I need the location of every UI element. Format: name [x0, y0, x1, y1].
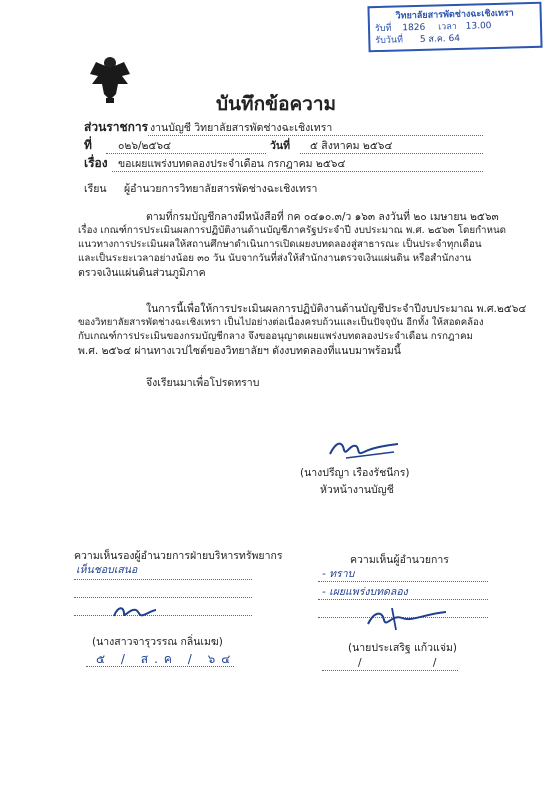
body-paragraph-1 — [78, 210, 507, 280]
p1-line: แนวทางการประเมินผลให้สถานศึกษาดำเนินการเปิดเผยงบทดลองสู่สาธารณะ เป็นประจำทุกเดือน — [78, 239, 482, 250]
p2-line: พ.ศ. ๒๕๖๔ ผ่านทางเวปไซต์ของวิทยาลัยฯ ดังงบทดลองที่แนบมาพร้อมนี้ — [78, 345, 401, 357]
dept-label: ส่วนราชการ — [84, 120, 149, 134]
left-signature-mark — [110, 602, 160, 626]
body-paragraph-2 — [78, 302, 527, 358]
p1-line: ตรวจเงินแผ่นดินส่วนภูมิภาค — [78, 267, 206, 279]
p2-line: ของวิทยาลัยสารพัดช่างฉะเชิงเทรา เป็นไปอย่างต่อเนื่องครบถ้วนและเป็นปัจจุบัน อีกทั้ง ให้สอดคล้อง — [78, 317, 484, 328]
ref-value: ๐๒๖/๒๕๖๔ — [118, 140, 172, 152]
closing-text: จึงเรียนมาเพื่อโปรดทราบ — [146, 377, 260, 389]
to-value: ผู้อำนวยการวิทยาลัยสารพัดช่างฉะเชิงเทรา — [124, 183, 318, 195]
right-heading: ความเห็นผู้อำนวยการ — [350, 554, 449, 566]
to-label: เรียน — [84, 183, 107, 195]
right-hand-1: - ทราบ — [322, 568, 355, 580]
signer-name: (นางปรีญา เรืองรัชนีกร) — [300, 467, 410, 479]
ref-label: ที่ — [84, 138, 92, 152]
p1-line: และเป็นระยะเวลาอย่างน้อย ๓๐ วัน นับจากวันที่ส่งให้สำนักงานตรวจเงินแผ่นดิน หรือสำนักงาน — [78, 253, 472, 264]
signature-mark — [326, 436, 406, 466]
subject-label: เรื่อง — [84, 156, 108, 170]
right-signature-mark — [362, 604, 452, 638]
garuda-icon — [88, 54, 132, 104]
p1-line: เรื่อง เกณฑ์การประเมินผลการปฏิบัติงานด้านบัญชีภาครัฐประจำปี งบประมาณ พ.ศ. ๒๕๖๓ โดยกำหนด — [78, 225, 507, 236]
date-label: วันที่ — [270, 140, 290, 152]
stamp-date-label: รับวันที่ — [375, 35, 404, 47]
garuda-emblem — [88, 54, 132, 104]
signer-position: หัวหน้างานบัญชี — [320, 484, 394, 496]
receive-stamp — [367, 2, 542, 53]
right-name: (นายประเสริฐ แก้วแจ่ม) — [348, 642, 457, 654]
stamp-time: 13.00 — [465, 21, 492, 32]
stamp-no-label: รับที่ — [374, 23, 392, 35]
p2-line: กับเกณฑ์การประเมินของกรมบัญชีกลาง จึงขออนุญาตเผยแพร่งบทดลองประจำเดือน กรกฎาคม — [78, 331, 474, 342]
left-heading: ความเห็นรองผู้อำนวยการฝ่ายบริหารทรัพยากร — [74, 550, 283, 562]
page-title: บันทึกข้อความ — [216, 93, 337, 115]
left-handwritten: เห็นชอบเสนอ — [76, 564, 138, 576]
stamp-title: วิทยาลัยสารพัดช่างฉะเชิงเทรา — [395, 8, 514, 22]
right-hand-2: - เผยแพร่งบทดลอง — [322, 586, 408, 598]
p2-line: ในการนี้เพื่อให้การประเมินผลการปฏิบัติงานด้านบัญชีประจำปีงบประมาณ พ.ศ.๒๕๖๔ — [146, 303, 527, 315]
left-date: ๕ / ส.ค / ๖๔ — [96, 652, 237, 666]
right-date-slashes: / / — [358, 657, 471, 669]
p1-line: ตามที่กรมบัญชีกลางมีหนังสือที่ กค ๐๔๑๐.๓/ว ๑๖๓ ลงวันที่ ๒๐ เมษายน ๒๕๖๓ — [146, 211, 499, 223]
stamp-no: 1826 — [402, 22, 426, 34]
stamp-date: 5 ส.ค. 64 — [419, 33, 461, 45]
dept-value: งานบัญชี วิทยาลัยสารพัดช่างฉะเชิงเทรา — [150, 122, 333, 134]
left-name: (นางสาวจารุวรรณ กลิ่นเมฆ) — [92, 636, 223, 648]
date-value: ๕ สิงหาคม ๒๕๖๔ — [310, 140, 393, 152]
subject-value: ขอเผยแพร่งบทดลองประจำเดือน กรกฎาคม ๒๕๖๔ — [118, 158, 346, 170]
stamp-time-label: เวลา — [438, 21, 457, 33]
